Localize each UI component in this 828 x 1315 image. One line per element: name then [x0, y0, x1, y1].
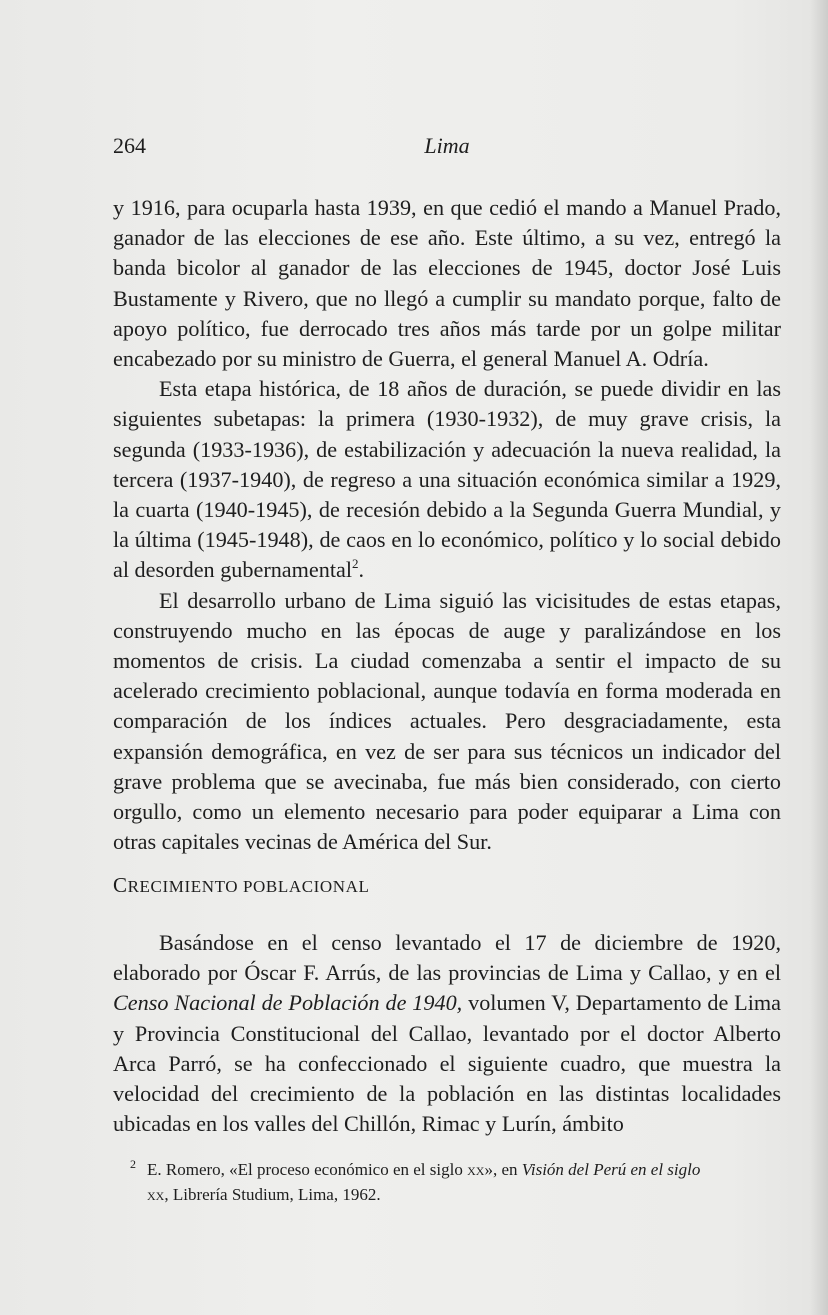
paragraph-text: Esta etapa histórica, de 18 años de duración, se puede dividir en las siguientes subetapas: la primera (1930-1932), de muy grave crisis, la segunda (1933-1936), de estabilización y adecuación la nueva realidad, la tercera (1937-1940), de regreso a una situación económica similar a 1929, la cuarta (1940-1945), de recesión debido a la Segunda Guerra Mundial, y la última (1945-1948), de caos en lo económico, político y lo social debido al desorden gubernamental: [113, 376, 781, 583]
footnote-mark: 2: [130, 1157, 136, 1171]
census-title: Censo Nacional de Población de 1940,: [113, 990, 463, 1016]
paragraph-subetapas: [113, 374, 781, 585]
running-title: Lima: [424, 133, 470, 158]
footnote: [130, 1157, 781, 1207]
section-heading-initial: C: [113, 873, 128, 897]
footnote-text-a: E. Romero, «El proceso económico en el siglo: [147, 1160, 468, 1179]
section-body-text: [113, 928, 781, 1139]
footnote-text-c: , Librería Studium, Lima, 1962.: [164, 1185, 381, 1204]
paragraph-text-b: volumen V, Departamento de Lima y Provincia Constitucional del Callao, levantado por el doctor Alberto Arca Parró, se ha confeccionado el siguiente cuadro, que muestra la velocidad del crecimiento de la población en las distintas localidades ubicadas en los valles del Chillón, Rimac y Lurín, ámbito: [113, 990, 781, 1137]
footnote-century-2: xx: [147, 1185, 165, 1204]
section-heading: [113, 873, 370, 898]
page-edge-shadow: [810, 0, 828, 1315]
paragraph-desarrollo-urbano: El desarrollo urbano de Lima siguió las vicisitudes de estas etapas, construyendo mucho en las épocas de auge y paralizándose en los momentos de crisis. La ciudad comenzaba a sentir el impacto de su acelerado crecimiento poblacional, aunque todavía en forma moderada en comparación de los índices actuales. Pero desgraciadamente, esta expansión demográfica, en vez de ser para sus técnicos un indicador del grave problema que se avecinaba, fue más bien considerado, con cierto orgullo, como un elemento necesario para poder equiparar a Lima con otras capitales vecinas de América del Sur.: [113, 587, 781, 855]
paragraph-end-punct: .: [358, 557, 365, 583]
paragraph-continuation: y 1916, para ocuparla hasta 1939, en que cedió el mando a Manuel Prado, ganador de las elecciones de ese año. Este último, a su vez, entregó la banda bicolor al ganador de las elecciones de 1945, doctor José Luis Bustamente y Rivero, que no llegó a cumplir su mandato porque, falto de apoyo político, fue derrocado tres años más tarde por un golpe militar encabezado por su ministro de Guerra, el general Manuel A. Odría.: [113, 195, 781, 372]
footnote-reference: 2: [352, 556, 359, 572]
paragraph-censo: [113, 928, 781, 1139]
running-head: [113, 133, 781, 163]
section-heading-text: RECIMIENTO POBLACIONAL: [127, 877, 370, 896]
page-number: 264: [113, 133, 146, 158]
footnote-century-1: xx: [467, 1160, 485, 1179]
footnote-book-title: Visión del Perú en el siglo: [521, 1160, 701, 1179]
body-text: [113, 193, 781, 857]
paragraph-text-a: Basándose en el censo levantado el 17 de diciembre de 1920, elaborado por Óscar F. Arrús, de las provincias de Lima y Callao, y en el: [113, 930, 781, 986]
footnote-text-b: », en: [484, 1160, 522, 1179]
